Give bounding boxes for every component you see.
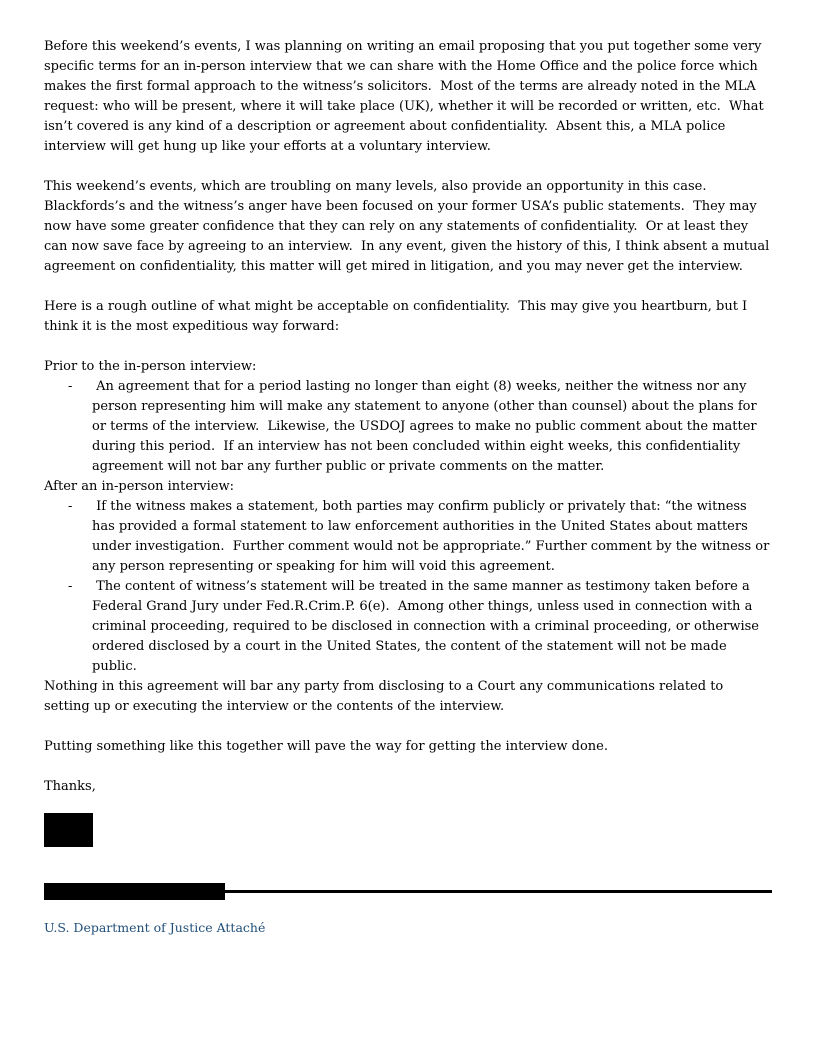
paragraph-outline: Here is a rough outline of what might be acceptable on confidentiality. This may give you heartburn, but I think it is the most expeditious way forward: [44, 299, 752, 334]
bullet-item-prior-1 [44, 377, 772, 477]
paragraph-putting: Putting something like this together will pave the way for getting the interview done. [44, 739, 609, 754]
bullet-dash: - [68, 499, 73, 514]
bullet-dash: - [68, 379, 73, 394]
bullet-text: An agreement that for a period lasting no longer than eight (8) weeks, neither the witness nor any person representing him will make any statement to anyone (other than counsel) about the plans for or terms of the interview. Likewise, the USDOJ agrees to make no public comment about the matter during this period. If an interview has not been concluded within eight weeks, this confidentiality agreement will not bar any further public or private comments on the matter. [92, 379, 761, 474]
bullet-item-after-2 [44, 577, 772, 677]
redaction-box-signature [44, 813, 93, 847]
paragraph-intro: Before this weekend’s events, I was planning on writing an email proposing that you put together some very specific terms for an in-person interview that we can share with the Home Office and the police force which makes the first formal approach to the witness’s solicitors. Most of the terms are already noted in the MLA request: who will be present, where it will take place (UK), whether it will be recorded or written, etc. What isn’t covered is any kind of a description or agreement about confidentiality. Absent this, a MLA police interview will get hung up like your efforts at a voluntary interview. [44, 39, 768, 154]
paragraph-nothing: Nothing in this agreement will bar any party from disclosing to a Court any communications related to setting up or executing the interview or the contents of the interview. [44, 679, 728, 714]
bullet-dash: - [68, 579, 73, 594]
paragraph-weekend-events: This weekend’s events, which are troubling on many levels, also provide an opportunity in this case. Blackfords’s and the witness’s anger have been focused on your former USA’s public statements. They may now have some greater confidence that they can rely on any statements of confidentiality. Or at least they can now save face by agreeing to an interview. In any event, given the history of this, I think absent a mutual agreement on confidentiality, this matter will get mired in litigation, and you may never get the interview. [44, 179, 774, 274]
paragraph-closing: Thanks, [44, 779, 96, 794]
bullet-text: The content of witness’s statement will be treated in the same manner as testimony taken before a Federal Grand Jury under Fed.R.Crim.P. 6(e). Among other things, unless used in connection with a criminal proceeding, required to be disclosed in connection with a criminal proceeding, or otherwise ordered disclosed by a court in the United States, the content of the statement will not be made public. [92, 579, 764, 674]
signature-org-line: U.S. Department of Justice Attaché [44, 920, 266, 935]
signature-block [44, 883, 772, 901]
bullet-item-after-1 [44, 497, 772, 577]
list-heading-prior: Prior to the in-person interview: [44, 359, 257, 374]
redaction-box-name [44, 883, 225, 900]
bullet-text: If the witness makes a statement, both parties may confirm publicly or privately that: “the witness has provided a formal statement to law enforcement authorities in the United States about matters under investigation. Further comment would not be appropriate.” Further comment by the witness or any person representing or speaking for him will void this agreement. [92, 499, 774, 574]
list-heading-after: After an in-person interview: [44, 479, 235, 494]
